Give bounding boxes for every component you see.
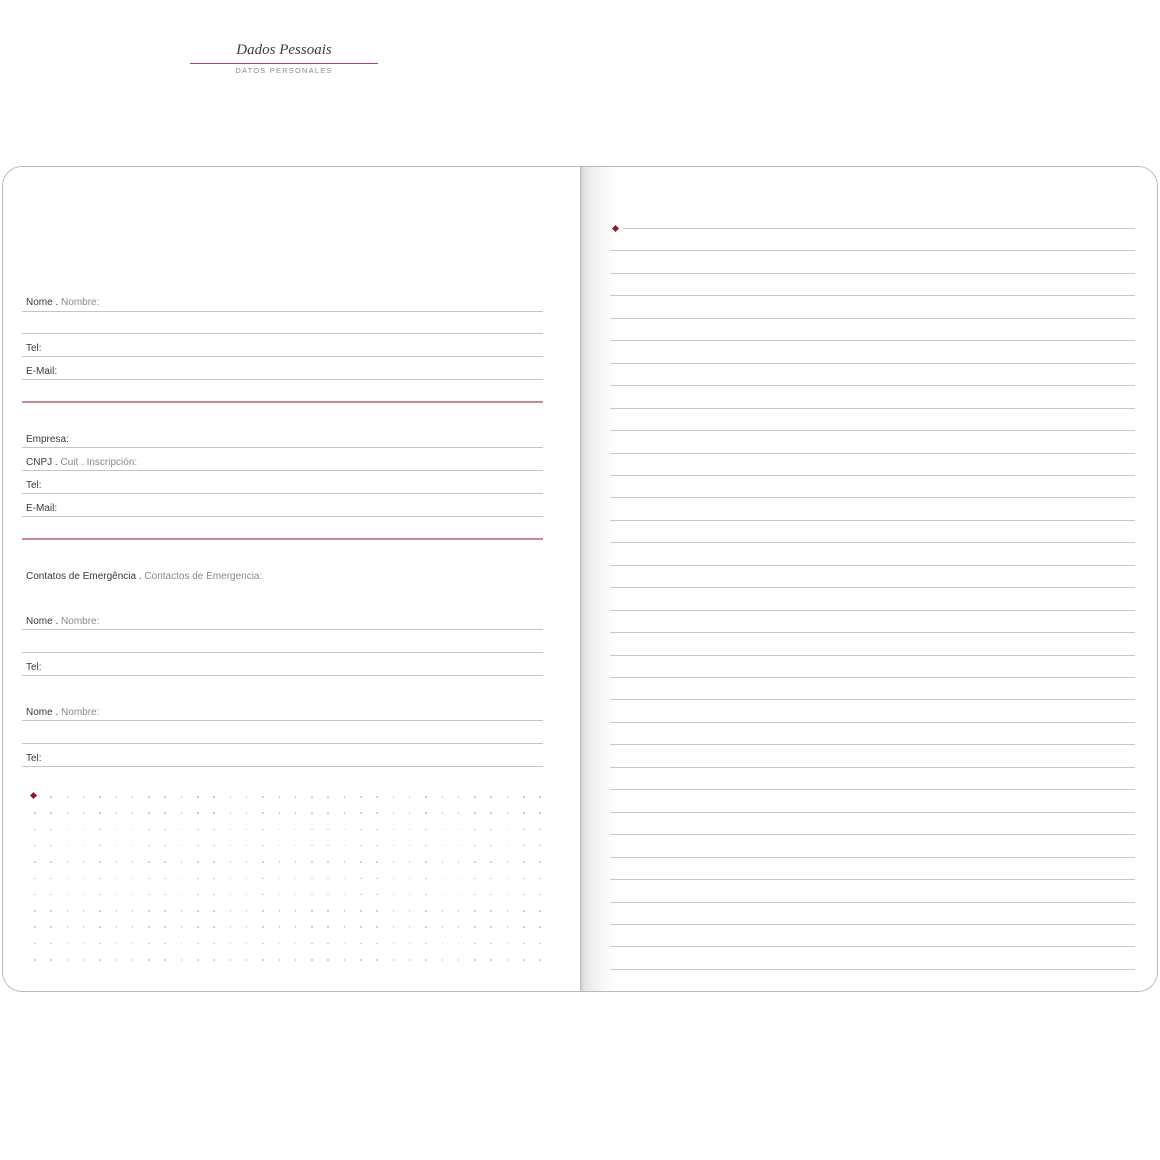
grid-dot xyxy=(490,796,492,798)
ruled-line xyxy=(610,565,1135,566)
grid-dot xyxy=(523,861,525,863)
ruled-line xyxy=(610,273,1135,274)
company-email-line[interactable] xyxy=(22,516,543,517)
grid-dot xyxy=(474,926,476,928)
grid-dot xyxy=(34,861,36,863)
ruled-line xyxy=(610,789,1135,790)
grid-dot xyxy=(164,910,166,912)
grid-dot xyxy=(344,812,346,814)
grid-dot xyxy=(442,959,444,961)
grid-dot xyxy=(34,812,36,814)
grid-dot xyxy=(425,812,427,814)
ruled-line xyxy=(610,497,1135,498)
grid-dot xyxy=(327,861,329,863)
grid-dot xyxy=(474,910,476,912)
grid-dot xyxy=(474,878,476,880)
grid-dot xyxy=(50,796,52,798)
emergency-tel-label-1: Tel: xyxy=(26,662,42,673)
cnpj-label-pt: CNPJ xyxy=(26,457,53,468)
grid-dot xyxy=(490,943,492,945)
ruled-line xyxy=(610,363,1135,364)
grid-dot xyxy=(197,926,199,928)
grid-dot xyxy=(344,861,346,863)
grid-dot xyxy=(116,910,118,912)
grid-dot xyxy=(539,878,541,880)
name-label-pt: Nome xyxy=(26,297,53,308)
company-tel-line[interactable] xyxy=(22,493,543,494)
grid-dot xyxy=(523,878,525,880)
ruled-line xyxy=(610,812,1135,813)
grid-dot xyxy=(213,812,215,814)
cnpj-line[interactable] xyxy=(22,470,543,471)
grid-dot xyxy=(164,878,166,880)
grid-dot xyxy=(279,878,281,880)
grid-dot xyxy=(99,943,101,945)
spine xyxy=(580,167,581,991)
grid-dot xyxy=(99,926,101,928)
grid-dot xyxy=(311,878,313,880)
grid-dot xyxy=(311,861,313,863)
grid-dot xyxy=(425,861,427,863)
grid-dot xyxy=(442,878,444,880)
grid-dot xyxy=(393,861,395,863)
grid-dot xyxy=(360,861,362,863)
grid-dot xyxy=(474,959,476,961)
grid-dot xyxy=(34,959,36,961)
grid-dot xyxy=(393,926,395,928)
emergency-name-es-1: Nombre: xyxy=(61,616,100,627)
email-label: E-Mail: xyxy=(26,366,58,377)
grid-dot xyxy=(425,926,427,928)
grid-dot xyxy=(50,861,52,863)
grid-dot xyxy=(67,796,69,798)
grid-dot xyxy=(311,812,313,814)
ruled-line xyxy=(610,924,1135,925)
grid-dot xyxy=(327,910,329,912)
name-label-es: Nombre: xyxy=(61,297,100,308)
cnpj-label-sep: . xyxy=(52,457,61,468)
grid-dot xyxy=(99,878,101,880)
ruled-line xyxy=(610,834,1135,835)
emergency-name-line-1[interactable] xyxy=(22,629,543,630)
grid-dot xyxy=(164,861,166,863)
grid-dot xyxy=(376,926,378,928)
grid-dot xyxy=(327,829,329,831)
grid-dot xyxy=(360,943,362,945)
grid-dot xyxy=(442,796,444,798)
grid-dot xyxy=(148,943,150,945)
grid-dot xyxy=(490,878,492,880)
ruled-line xyxy=(610,857,1135,858)
grid-dot xyxy=(164,959,166,961)
ruled-line xyxy=(610,677,1135,678)
emergency-tel-line-2[interactable] xyxy=(22,766,543,767)
cnpj-label-es: Cuit . Inscripción: xyxy=(60,457,138,468)
grid-dot xyxy=(230,878,232,880)
grid-dot xyxy=(230,796,232,798)
spine-shadow xyxy=(580,167,616,991)
grid-dot xyxy=(360,959,362,961)
grid-dot xyxy=(393,910,395,912)
company-tel-label: Tel: xyxy=(26,480,42,491)
grid-dot xyxy=(197,878,199,880)
grid-dot xyxy=(99,910,101,912)
grid-dot xyxy=(230,959,232,961)
emergency-tel-label-2: Tel: xyxy=(26,753,42,764)
emergency-heading-sep: . xyxy=(136,571,145,582)
grid-dot xyxy=(523,943,525,945)
grid-dot xyxy=(50,943,52,945)
tel-label: Tel: xyxy=(26,343,42,354)
grid-dot xyxy=(67,910,69,912)
grid-dot xyxy=(507,812,509,814)
grid-dot xyxy=(148,959,150,961)
ruled-line xyxy=(610,475,1135,476)
section-divider-2 xyxy=(22,538,543,540)
ruled-line xyxy=(610,385,1135,386)
grid-dot xyxy=(539,861,541,863)
name-line-2[interactable] xyxy=(22,333,543,334)
emergency-name-sep-1: . xyxy=(52,616,62,627)
grid-dot xyxy=(474,829,476,831)
grid-dot xyxy=(34,910,36,912)
emergency-name-label-2 xyxy=(26,707,99,718)
grid-dot xyxy=(425,959,427,961)
grid-dot xyxy=(539,943,541,945)
grid-dot xyxy=(262,959,264,961)
emergency-name-line-2b[interactable] xyxy=(22,743,543,744)
grid-dot xyxy=(393,812,395,814)
grid-dot xyxy=(539,959,541,961)
grid-dot xyxy=(197,861,199,863)
grid-dot xyxy=(442,812,444,814)
ruled-line xyxy=(610,632,1135,633)
emergency-name-es-2: Nombre: xyxy=(61,707,100,718)
emergency-heading xyxy=(26,571,262,582)
grid-dot xyxy=(360,878,362,880)
ruled-line xyxy=(610,318,1135,319)
grid-dot xyxy=(99,796,101,798)
grid-dot xyxy=(50,910,52,912)
grid-dot xyxy=(164,812,166,814)
grid-dot xyxy=(34,829,36,831)
grid-dot xyxy=(181,796,183,798)
grid-dot xyxy=(164,829,166,831)
grid-dot xyxy=(507,959,509,961)
ruled-line xyxy=(610,587,1135,588)
grid-dot xyxy=(360,829,362,831)
grid-dot xyxy=(279,812,281,814)
grid-dot xyxy=(148,812,150,814)
grid-dot xyxy=(99,812,101,814)
grid-dot xyxy=(327,943,329,945)
grid-dot xyxy=(490,959,492,961)
grid-dot xyxy=(311,926,313,928)
section-divider xyxy=(22,401,543,403)
grid-dot xyxy=(376,878,378,880)
grid-dot xyxy=(507,926,509,928)
grid-dot xyxy=(99,959,101,961)
grid-dot xyxy=(116,861,118,863)
title-underline xyxy=(190,63,378,64)
grid-dot xyxy=(116,959,118,961)
grid-dot xyxy=(50,829,52,831)
grid-dot xyxy=(148,861,150,863)
grid-dot xyxy=(279,910,281,912)
ruled-line xyxy=(610,902,1135,903)
grid-dot xyxy=(116,926,118,928)
grid-dot xyxy=(311,796,313,798)
company-email-label: E-Mail: xyxy=(26,503,58,514)
grid-dot xyxy=(148,910,150,912)
grid-dot xyxy=(490,829,492,831)
grid-dot xyxy=(539,812,541,814)
emergency-name-label-1 xyxy=(26,616,99,627)
grid-dot xyxy=(490,812,492,814)
grid-dot xyxy=(360,926,362,928)
grid-dot xyxy=(360,812,362,814)
grid-dot xyxy=(262,926,264,928)
ruled-line xyxy=(610,655,1135,656)
grid-dot xyxy=(279,926,281,928)
grid-dot xyxy=(376,943,378,945)
grid-dot xyxy=(425,796,427,798)
grid-dot xyxy=(279,829,281,831)
grid-dot xyxy=(425,878,427,880)
grid-dot xyxy=(376,812,378,814)
grid-dot xyxy=(311,959,313,961)
grid-dot xyxy=(99,861,101,863)
grid-dot xyxy=(116,878,118,880)
grid-dot xyxy=(230,910,232,912)
grid-dot xyxy=(99,829,101,831)
grid-dot xyxy=(507,910,509,912)
grid-dot xyxy=(197,910,199,912)
grid-dot xyxy=(490,861,492,863)
emergency-name-line-2[interactable] xyxy=(22,720,543,721)
grid-dot xyxy=(148,926,150,928)
grid-dot xyxy=(507,861,509,863)
grid-dot xyxy=(376,796,378,798)
grid-dot xyxy=(197,829,199,831)
grid-dot xyxy=(262,943,264,945)
grid-dot xyxy=(539,926,541,928)
grid-dot xyxy=(262,878,264,880)
grid-dot xyxy=(376,861,378,863)
grid-dot xyxy=(213,796,215,798)
grid-dot xyxy=(181,926,183,928)
grid-dot xyxy=(197,796,199,798)
ruled-line xyxy=(610,946,1135,947)
grid-dot xyxy=(539,796,541,798)
emergency-heading-pt: Contatos de Emergência xyxy=(26,571,137,582)
grid-dot xyxy=(181,910,183,912)
grid-dot xyxy=(67,926,69,928)
grid-dot xyxy=(279,796,281,798)
grid-dot xyxy=(523,796,525,798)
grid-dot xyxy=(442,926,444,928)
grid-dot xyxy=(116,796,118,798)
grid-dot xyxy=(116,812,118,814)
grid-dot xyxy=(344,926,346,928)
grid-dot xyxy=(442,861,444,863)
grid-dot xyxy=(262,796,264,798)
ruled-line xyxy=(610,520,1135,521)
right-page xyxy=(581,167,1157,991)
grid-dot xyxy=(327,926,329,928)
grid-dot xyxy=(539,910,541,912)
grid-dot xyxy=(474,861,476,863)
company-line[interactable] xyxy=(22,447,543,448)
grid-dot xyxy=(376,829,378,831)
grid-dot xyxy=(523,812,525,814)
grid-dot xyxy=(344,959,346,961)
grid-dot xyxy=(50,959,52,961)
name-label-sep: . xyxy=(52,297,62,308)
ruled-line xyxy=(610,699,1135,700)
grid-dot xyxy=(425,910,427,912)
grid-dot xyxy=(490,910,492,912)
grid-dot xyxy=(474,796,476,798)
grid-dot xyxy=(262,829,264,831)
grid-dot xyxy=(67,878,69,880)
grid-dot xyxy=(474,943,476,945)
ruled-line xyxy=(610,722,1135,723)
grid-dot xyxy=(490,926,492,928)
ruled-line xyxy=(610,430,1135,431)
grid-dot xyxy=(181,959,183,961)
page-title: Dados Pessoais xyxy=(236,42,332,58)
ruled-line xyxy=(610,542,1135,543)
grid-dot xyxy=(213,959,215,961)
grid-dot xyxy=(164,796,166,798)
grid-dot xyxy=(50,878,52,880)
ruled-line xyxy=(623,228,1135,229)
grid-dot xyxy=(360,796,362,798)
grid-dot xyxy=(523,959,525,961)
grid-dot xyxy=(344,910,346,912)
emergency-heading-es: Contactos de Emergencia: xyxy=(144,571,263,582)
ruled-line xyxy=(610,250,1135,251)
grid-dot xyxy=(376,959,378,961)
grid-dot xyxy=(213,926,215,928)
grid-dot xyxy=(34,943,36,945)
grid-dot xyxy=(311,910,313,912)
grid-dot xyxy=(50,926,52,928)
grid-dot xyxy=(213,943,215,945)
grid-dot xyxy=(197,812,199,814)
grid-dot xyxy=(67,812,69,814)
grid-dot xyxy=(523,926,525,928)
grid-dot xyxy=(393,796,395,798)
grid-dot xyxy=(148,878,150,880)
grid-dot xyxy=(213,878,215,880)
grid-dot xyxy=(344,796,346,798)
grid-dot xyxy=(327,796,329,798)
email-line[interactable] xyxy=(22,379,543,380)
grid-dot xyxy=(425,943,427,945)
grid-dot xyxy=(376,910,378,912)
grid-dot xyxy=(262,910,264,912)
grid-dot xyxy=(67,959,69,961)
grid-dot xyxy=(34,926,36,928)
emergency-name-line-1b[interactable] xyxy=(22,652,543,653)
grid-dot xyxy=(523,910,525,912)
grid-dot xyxy=(164,926,166,928)
ruled-line xyxy=(610,610,1135,611)
grid-dot xyxy=(181,812,183,814)
grid-dot xyxy=(311,943,313,945)
grid-dot xyxy=(327,959,329,961)
grid-dot xyxy=(393,959,395,961)
grid-dot xyxy=(34,878,36,880)
grid-dot xyxy=(116,829,118,831)
grid-dot xyxy=(311,829,313,831)
grid-dot xyxy=(213,861,215,863)
grid-dot xyxy=(523,829,525,831)
ruled-line xyxy=(610,767,1135,768)
tel-line[interactable] xyxy=(22,356,543,357)
grid-dot xyxy=(507,796,509,798)
ruled-line xyxy=(610,969,1135,970)
grid-dot xyxy=(148,829,150,831)
grid-dot xyxy=(442,910,444,912)
grid-dot xyxy=(197,943,199,945)
grid-dot xyxy=(213,910,215,912)
grid-dot xyxy=(539,829,541,831)
grid-dot xyxy=(474,812,476,814)
grid-dot xyxy=(230,926,232,928)
ruled-line xyxy=(610,879,1135,880)
grid-dot xyxy=(50,812,52,814)
grid-dot xyxy=(230,812,232,814)
grid-dot xyxy=(230,861,232,863)
company-label: Empresa: xyxy=(26,434,69,445)
grid-dot xyxy=(327,878,329,880)
ruled-line xyxy=(610,453,1135,454)
grid-dot xyxy=(164,943,166,945)
grid-dot xyxy=(67,861,69,863)
ruled-line xyxy=(610,295,1135,296)
grid-dot xyxy=(327,812,329,814)
emergency-name-pt-2: Nome xyxy=(26,707,53,718)
name-line[interactable] xyxy=(22,311,543,312)
emergency-name-sep-2: . xyxy=(52,707,62,718)
grid-dot xyxy=(279,861,281,863)
grid-dot xyxy=(442,829,444,831)
grid-dot xyxy=(148,796,150,798)
grid-dot xyxy=(262,812,264,814)
cnpj-label xyxy=(26,457,137,468)
page-subtitle: DATOS PERSONALES xyxy=(235,66,333,75)
grid-dot xyxy=(425,829,427,831)
grid-dot xyxy=(197,959,199,961)
ruled-line xyxy=(610,340,1135,341)
emergency-name-pt-1: Nome xyxy=(26,616,53,627)
grid-dot xyxy=(262,861,264,863)
grid-dot xyxy=(213,829,215,831)
name-label xyxy=(26,297,99,308)
emergency-tel-line-1[interactable] xyxy=(22,675,543,676)
ruled-line xyxy=(610,744,1135,745)
grid-dot xyxy=(393,878,395,880)
grid-dot xyxy=(181,861,183,863)
grid-dot xyxy=(360,910,362,912)
ruled-line xyxy=(610,408,1135,409)
grid-dot xyxy=(279,959,281,961)
